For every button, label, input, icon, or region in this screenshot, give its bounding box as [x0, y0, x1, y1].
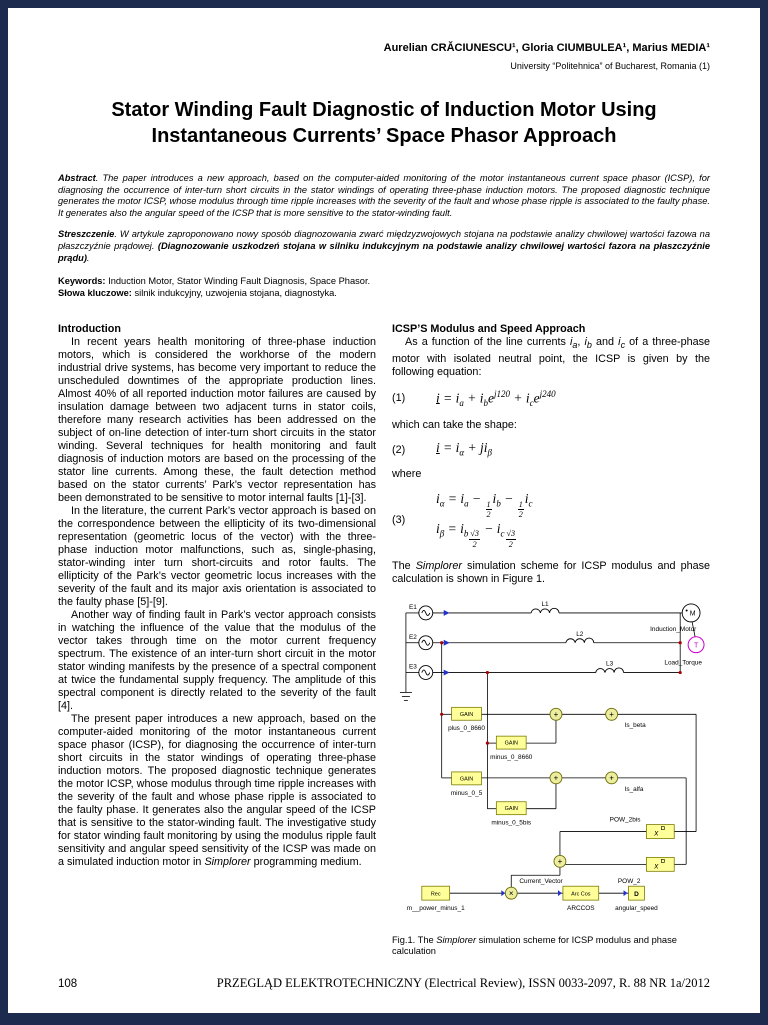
- figure-caption: Fig.1. The Simplorer simulation scheme for ICSP modulus and phase calculation: [392, 934, 677, 957]
- equation-3: [392, 490, 710, 550]
- equation-3-line2: $i_\beta = i_b$ $\frac{√3}{2}$ − $i_c$ $\frac{√3}{2}$: [436, 520, 515, 549]
- inductor-l3: [596, 668, 624, 673]
- icsp-heading: ICSP’S Modulus and Speed Approach: [392, 323, 586, 336]
- keywords-label: Keywords:: [58, 276, 106, 287]
- label-load-torque: Load_Torque: [664, 659, 702, 667]
- paper-title: [58, 97, 710, 149]
- glyph-texts: [509, 610, 699, 898]
- authors-line: Aurelian CRĂCIUNESCU¹, Gloria CIUMBULEA¹, Marius MEDIA¹: [383, 42, 710, 54]
- label-is-alfa: Is_alfa: [624, 785, 644, 793]
- slowa-kluczowe-line: [58, 288, 710, 300]
- label-l1: L1: [541, 600, 549, 608]
- paper-title-line1: Stator Winding Fault Diagnostic of Induction Motor Using: [111, 99, 657, 121]
- page-footer: [58, 958, 710, 991]
- wires: [400, 613, 696, 893]
- icsp-intro-paragraph: As a function of the line currents $i_a$, $i_b$ and $i_c$ of a three-phase motor with isolated neutral point, the ICSP is given by the following equation:: [392, 336, 711, 378]
- streszczenie-text: . W artykule zaproponowano nowy sposób diagnozowania zwarć międzyzwojowych stojana na podstawie analizy chwilowej wartości fazowa na płaszczyźnie prądowej. (Diagnozowanie uszkodzeń stojana w silniku indukcyjnym na podstawie analizy chwilowej wartości fazora na płaszczyźnie prądu).: [58, 229, 710, 263]
- introduction-paragraph-2: In the literature, the current Park’s vector approach is based on the correspondence between the ellipticity of its two-dimensional representation (geometric locus of the vector) with the three-phase induction motor malfunctions, such as, single-phasing, stator-winding inter turn short-circuits and rotor faults. The ellipticity of the Park’s vector geometric locus increases with the severity of the fault and its major axis orientation is associated to the faulty phase [5]-[9].: [58, 505, 376, 609]
- introduction-heading: Introduction: [58, 323, 121, 336]
- gain-text-1: GAIN: [459, 711, 474, 718]
- gain-text-4: GAIN: [504, 806, 518, 813]
- figure-intro-paragraph: The Simplorer simulation scheme for ICSP modulus and phase calculation is shown in Figure 1.: [392, 559, 711, 585]
- streszczenie: [58, 229, 710, 264]
- equation-1: [392, 388, 710, 410]
- label-minus-0-5: minus_0_5: [450, 789, 483, 797]
- keywords-line: [58, 276, 710, 288]
- equation-connector-1: which can take the shape:: [392, 418, 517, 431]
- multiplier-glyph: ×: [508, 888, 514, 898]
- torque-t-text: T: [693, 642, 699, 650]
- footer-journal-line: PRZEGLĄD ELEKTROTECHNICZNY (Electrical Review), ISSN 0033-2097, R. 88 NR 1a/2012: [216, 976, 710, 991]
- equation-3-line1: $i_\alpha = i_a$ − $\frac{1}{2}$ $i_b$ − $\frac{1}{2}$ $i_c$: [436, 491, 533, 520]
- equation-3-body: [436, 490, 533, 550]
- abstract: [58, 173, 710, 219]
- paper-title-line2: Instantaneous Currents’ Space Phasor Approach: [151, 125, 617, 147]
- pow-2-block: [646, 857, 674, 871]
- abstract-text: . The paper introduces a new approach, based on the computer-aided monitoring of the motor instantaneous current space phasor (ICSP), for diagnosing the occurrence of inter-turn short circuits in the stator windings of operating three-phase induction motors. The proposed diagnostic technique generates the motor ICSP, whose modulus through time ripple increases with the severity of the fault and whose phase ripple is associated to the faulty phase. It generates also the angular speed of the ICSP that is more sensitive to the stator-winding fault.: [58, 173, 710, 218]
- sum-plus-cv: +: [557, 856, 563, 866]
- equation-2-body: $i = i_\alpha + ji_\beta$: [436, 439, 492, 458]
- paper-header: [58, 42, 710, 71]
- inductor-l1: [531, 608, 559, 613]
- introduction-paragraph-3: Another way of finding fault in Park’s vector approach consists in watching the influence of the value that the modulus of the vector takes through time on the motor current frequency spectrum. The existence of an inter-turn short circuit in the motor stator winding manifests by the presence of a spectral component at twice the fundamental supply frequency. The amplitude of this spectral component is directly related to the severity of the fault [4].: [58, 609, 376, 713]
- label-pow-2bis: POW_2bis: [609, 816, 641, 824]
- arc-cos-text: Arc Cos: [571, 891, 591, 898]
- keywords-block: [58, 276, 710, 299]
- right-column: [392, 323, 710, 958]
- inductor-l2: [566, 638, 594, 643]
- label-is-beta: Is_beta: [624, 722, 646, 730]
- slowa-label: Słowa kluczowe:: [58, 287, 132, 298]
- equation-2-number: (2): [392, 443, 406, 456]
- abstract-label: Abstract: [58, 173, 96, 183]
- sum-plus-2: +: [609, 709, 614, 719]
- voltage-sources: [419, 606, 433, 680]
- label-l2: L2: [576, 630, 584, 638]
- gain-text-3: GAIN: [459, 776, 474, 783]
- sum-plus-3: +: [553, 773, 559, 783]
- label-induction-motor: Induction_Motor: [650, 625, 697, 633]
- label-plus-0-8660: plus_0_8660: [448, 725, 485, 733]
- sum-plus-4: +: [609, 773, 614, 783]
- equation-1-number: (1): [392, 392, 406, 405]
- equation-connector-2: where: [392, 468, 422, 481]
- sum-plus-1: +: [553, 709, 559, 719]
- motor-dot: [686, 609, 688, 611]
- label-m-power-minus-1: m__power_minus_1: [406, 904, 465, 912]
- keywords-text: Induction Motor, Stator Winding Fault Diagnosis, Space Phasor.: [105, 276, 371, 287]
- slowa-text: silnik indukcyjny, uzwojenia stojana, diagnostyka.: [131, 287, 337, 298]
- pow-2bis-glyph: x: [654, 828, 659, 838]
- pow-2-glyph: x: [654, 861, 659, 871]
- left-column: [58, 323, 376, 958]
- gain-text-2: GAIN: [504, 740, 518, 747]
- equation-2: [392, 441, 710, 460]
- label-e1: E1: [408, 603, 417, 611]
- streszczenie-label: Streszczenie: [58, 229, 115, 240]
- equation-1-body: $i = i_a + i_be^{j120} + i_ce^{j240}$: [436, 388, 556, 408]
- introduction-paragraph-1: In recent years health monitoring of three-phase induction motors, which is considered the workhorse of the modern industrial drive systems, has become very important to reduce the unscheduled downtimes of the appropriate production lines. Almost 40% of all reported induction motor failures are caused by insulation damage between two adjacent turns in stator coils, therefore many research activities has been addressed on the subject of on-line detection of inter-turn short circuits in the stator winding. Several techniques for health monitoring and fault diagnosis of induction motors are based on the processing of the stator line currents. Among these, the fault detection method based on the stator currents’ Park’s vector representation has been demonstrated to be sensitive to motor internal faults [1]-[3].: [58, 336, 376, 505]
- d-block-text: D: [634, 890, 639, 898]
- paper-page: [8, 8, 760, 1013]
- label-current-vector: Current_Vector: [519, 878, 563, 886]
- equation-3-number: (3): [392, 514, 406, 527]
- rec-text: Rec: [430, 891, 441, 898]
- current-arrows: [444, 610, 628, 896]
- label-l3: L3: [606, 660, 614, 668]
- figure-1: [392, 596, 710, 958]
- function-blocks: [422, 707, 674, 900]
- label-e2: E2: [408, 633, 417, 641]
- motor-m-text: M: [689, 610, 696, 618]
- pow-2bis-block: [646, 824, 674, 838]
- figure-diagram: [392, 596, 710, 926]
- footer-page-number: 108: [58, 978, 78, 991]
- affiliation-line: University “Politehnica” of Bucharest, Romania (1): [510, 61, 710, 71]
- label-arccos: ARCCOS: [567, 904, 595, 912]
- two-column-body: [58, 323, 710, 958]
- label-minus-0-5bis: minus_0_5bis: [491, 819, 532, 827]
- introduction-paragraph-4: The present paper introduces a new approach, based on the computer-aided monitoring of the motor instantaneous current space phasor (ICSP), for diagnosing the occurrence of inter-turn short circuits in the stator windings of operating three-phase induction motors. The proposed diagnostic technique generates the motor ICSP, whose modulus through time ripple increases with the severity of the fault and whose phase ripple is associated to the faulty phase. It generates also the angular speed of the ICSP that is sensitive to the stator-winding fault. The investigative study for stator winding fault monitoring by using the modulus ripple fault sensitivity and angular speed sensitivity of the ICSP was made on a simulated induction motor in Simplorer programming medium.: [58, 713, 376, 869]
- label-angular-speed: angular_speed: [615, 904, 658, 912]
- label-e3: E3: [408, 663, 417, 671]
- label-pow-2: POW_2: [617, 878, 641, 886]
- label-minus-0-8660: minus_0_8660: [490, 753, 533, 761]
